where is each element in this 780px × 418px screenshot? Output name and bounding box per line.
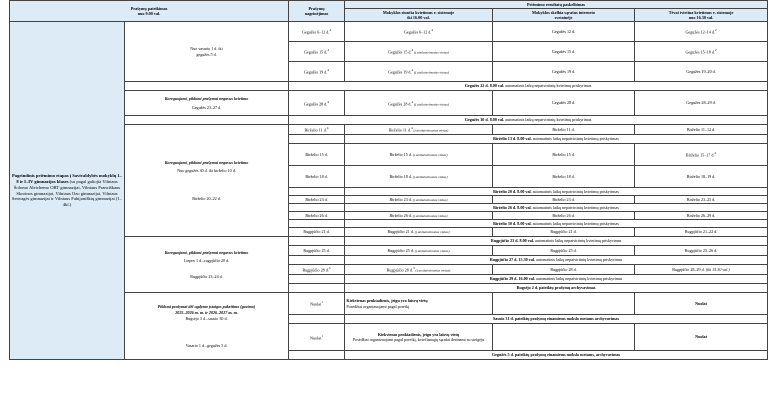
cell-text: Rugpjūčio 23 d. 8.00 val. — [490, 238, 534, 244]
cell-text: 2 — [714, 28, 717, 33]
cell-text: gegužės 5 d. — [196, 51, 217, 57]
cell-text: 4 — [410, 126, 413, 131]
table-cell — [289, 62, 345, 82]
table-cell — [289, 204, 345, 212]
table-cell — [345, 62, 493, 82]
table-cell — [289, 42, 345, 62]
cell-text: 4 — [327, 68, 330, 73]
table-cell — [289, 91, 345, 116]
table-cell — [345, 324, 493, 351]
table-cell — [125, 116, 289, 125]
cell-text: Rugpjūčio 21 d. — [387, 229, 414, 235]
table-cell: Birželio 26 d. — [289, 212, 345, 220]
table-cell: Gegužės 28 d. — [493, 91, 635, 116]
table-cell: Gegužės 28–29 d. — [635, 91, 768, 116]
cell-text: 4 — [411, 99, 414, 104]
table-cell: Birželio 23 d. — [289, 196, 345, 204]
cell-text: automatinis laikų nepatvirtintų kvietimų priskyrimas — [535, 257, 623, 263]
cell-text: (į atsilaisvinusias vietas) — [413, 50, 449, 55]
table-cell — [345, 265, 493, 275]
table-cell — [345, 135, 768, 144]
cell-text: Rugpjūčio 25 d. — [387, 247, 414, 253]
schedule-document — [9, 0, 767, 360]
cell-text: 3 — [412, 266, 415, 271]
cell-text: Rugpjūčio 28 d. — [386, 267, 413, 273]
table-cell — [345, 188, 768, 196]
period-year-round — [125, 293, 289, 360]
cell-text: Gegužės 15 d. — [388, 49, 412, 55]
table-cell — [345, 204, 768, 212]
cell-text: iki 16.00 val. — [407, 15, 430, 20]
cell-text: (į atsilaisvinusias vietas) — [412, 128, 449, 133]
cell-text: automatinis laikų nepatvirtintų kvietimų priskyrimas — [531, 136, 619, 142]
cell-text: Nuolat — [310, 335, 322, 341]
header-col-lists — [493, 9, 635, 22]
table-cell — [345, 22, 493, 42]
cell-text: Gegužės 6–12 d. — [301, 29, 330, 35]
table-cell — [493, 324, 635, 351]
table-cell — [345, 42, 493, 62]
table-cell — [345, 256, 768, 265]
cell-text: automatinis laikų nepatvirtintų kvietimų priskyrimas — [533, 238, 622, 244]
cell-text: 4 — [326, 126, 329, 131]
cell-text: Pildomi prašymai dėl ugdymo įstaigos pakeitimo (gavimo) — [157, 304, 256, 310]
cell-text: Birželio 23 d. — [389, 196, 412, 202]
table-cell: Rugpjūčio 25–26 d. — [635, 246, 768, 256]
cell-text: 4 — [327, 48, 330, 53]
cell-text: (į atsilaisvinusias vietas) — [414, 268, 451, 273]
table-cell: Rugpjūčio 21 d. — [493, 228, 635, 237]
table-cell: Gegužės 19–20 d. — [635, 62, 768, 82]
table-cell: Nuolat — [635, 293, 768, 315]
table-cell: Rugpjūčio 25 d. — [289, 246, 345, 256]
table-cell — [345, 228, 493, 237]
cell-text: Liepos 1 d.–rugpjūčio 20 d. — [183, 258, 230, 264]
table-cell: Birželio 15 d. — [289, 144, 345, 166]
cell-text: Nuolat — [310, 301, 322, 307]
table-cell: Birželio 23 d. — [493, 196, 635, 204]
header-col-confirm — [635, 9, 768, 22]
cell-text: Rugsėjo 3 d.–sausio 30 d. — [185, 315, 228, 321]
cell-text: 4 — [411, 68, 414, 73]
table-cell: Rugpjūčio 25 d. — [493, 246, 635, 256]
cell-text: Rugpjūčio 29 d. 16.00 val. — [489, 276, 535, 282]
table-cell — [289, 315, 345, 324]
cell-text: (į atsilaisvinusias vietas) — [413, 248, 450, 253]
cell-text: Koreguojami, pildomi prašymai negavus kvietimo — [164, 250, 249, 256]
table-cell — [289, 135, 345, 144]
cell-text: Gegužės 15 d. — [304, 49, 328, 55]
cell-text: 2025–2026 m. m. ir 2026–2027 m. m. — [175, 310, 238, 316]
stage-cell — [10, 22, 125, 360]
cell-text: automatinis laikų nepatvirtintų kvietimų priskyrimas — [531, 220, 619, 226]
table-cell — [345, 91, 493, 116]
header-review — [289, 1, 345, 22]
cell-text: Nuo vasario 1 d. iki — [190, 46, 223, 52]
cell-text: 4 — [327, 99, 330, 104]
cell-text: Nuo gegužės 30 d. iki birželio 10 d. — [177, 168, 236, 174]
cell-text: 1 — [321, 333, 323, 338]
table-cell: Birželio 15 d. — [493, 144, 635, 166]
cell-text: Birželio 20 d. 8.00 val. — [493, 188, 532, 194]
table-cell: Rugpjūčio 21 d. — [289, 228, 345, 237]
cell-text: (iki 15.30 val.) — [704, 266, 730, 272]
table-cell — [635, 265, 768, 275]
table-cell — [125, 82, 289, 91]
table-cell — [289, 265, 345, 275]
table-cell — [345, 220, 768, 228]
cell-text: 4 — [329, 28, 332, 33]
table-cell — [289, 188, 345, 196]
cell-text: Gegužės 22 d. 8.00 val. — [464, 83, 505, 89]
cell-text: Koreguojami, pildomi prašymai negavus kvietimo — [164, 160, 249, 166]
cell-text: Gegužės 28 d. — [388, 100, 412, 106]
cell-text: 2 — [714, 151, 717, 156]
table-cell — [125, 91, 289, 116]
cell-text: 2 — [714, 48, 717, 53]
header-col-invitations — [345, 9, 493, 22]
cell-text: 4 — [411, 48, 414, 53]
table-cell — [125, 237, 289, 293]
cell-text: Birželio 26 d. 8.00 val. — [493, 204, 532, 210]
table-cell — [345, 166, 493, 188]
table-cell — [289, 125, 345, 135]
table-cell: Rugpjūčio 21–22 d. — [635, 228, 768, 237]
cell-text: (į atsilaisvinusias vietas) — [413, 230, 450, 235]
table-cell: Birželio 11–12 d. — [635, 125, 768, 135]
schedule-table — [9, 0, 768, 360]
table-cell: Birželio 18 d. — [289, 166, 345, 188]
cell-text: nagrinėjimas — [304, 11, 329, 16]
cell-text: Birželio 20–22 d. — [192, 195, 221, 201]
table-cell: Birželio 18 d. — [493, 166, 635, 188]
cell-text: Kiekvienas penktadienis, jeigu yra laisvų vietų — [377, 331, 460, 337]
cell-text: Birželio 11 d. — [304, 127, 327, 133]
table-cell — [289, 275, 345, 284]
table-cell: Birželio 23–25 d. — [635, 196, 768, 204]
cell-text: Rugpjūčio 28 d. — [302, 267, 329, 273]
table-cell — [289, 220, 345, 228]
table-cell: Gegužės 15 d. — [493, 42, 635, 62]
cell-text: Birželio 13 d. 8.00 val. — [493, 136, 532, 142]
cell-text: automatinis laikų nepatvirtintų kvietimų priskyrimas — [504, 117, 592, 123]
cell-text: Gegužės 15–18 d. — [685, 49, 715, 55]
cell-text: Birželio 30 d. 8.00 val. — [493, 220, 532, 226]
cell-text: automatinis laikų nepatvirtintų kvietimų priskyrimas — [531, 204, 619, 210]
cell-text: Birželio 15 d. — [389, 151, 412, 157]
cell-text: 3 — [328, 266, 331, 271]
cell-text: Rugpjūčio 28–29 d. — [672, 266, 705, 272]
cell-text: Vasario 1 d.–gegužės 5 d. — [185, 342, 228, 348]
cell-text: Gegužės 23–27 d. — [191, 104, 222, 110]
cell-text: Gegužės 30 d. 8.00 val. — [464, 117, 505, 123]
table-cell — [289, 324, 345, 351]
cell-text: automatinis laikų nepatvirtintų kvietimų priskyrimas — [531, 188, 619, 194]
cell-text: (į atsilaisvinusias vietas) — [413, 101, 449, 106]
cell-text: Gegužės 6–12 d. — [403, 29, 432, 35]
table-cell: Gegužės 12 d. — [493, 22, 635, 42]
cell-text: Birželio 18 d. — [389, 173, 412, 179]
stage-name: Pagrindinis priėmimo etapas į Savivaldybės mokyklų 1–8 ir I–IV gimnazijos klases — [11, 173, 122, 185]
cell-text: Kiekvienas penktadienis, jeigu yra laisvų vietų — [346, 298, 428, 304]
table-cell: Rugsėjo 2 d. pateiktų prašymų archyvavimas — [345, 284, 768, 293]
cell-text: (į atsilaisvinusias vietas) — [411, 213, 448, 218]
cell-text: Posėdžiai organizuojami pagal poreikį — [346, 303, 410, 309]
table-cell: Gegužės 5 d. pateiktų prašymų einamiems mokslo metams, archyvavimas — [345, 351, 768, 360]
cell-text: Rugpjūčio 27 d. 15.30 val. — [489, 257, 535, 263]
period-initial — [125, 22, 289, 82]
table-cell — [345, 246, 493, 256]
cell-text: Birželio 15–17 d. — [685, 152, 715, 158]
table-cell — [345, 275, 768, 284]
cell-text: svetainėje — [554, 15, 573, 20]
cell-text: Prašymų pateikimas — [130, 5, 168, 11]
cell-text: Tėvai tvirtina kvietimus e. sistemoje — [668, 9, 734, 15]
table-cell — [635, 22, 768, 42]
cell-text: 4 — [431, 28, 434, 33]
table-cell — [289, 237, 345, 246]
cell-text: Gegužės 12–14 d. — [685, 29, 715, 35]
cell-text: Gegužės 19 d. — [388, 69, 412, 75]
cell-text: Prašymų — [308, 5, 325, 11]
header-row-1 — [10, 1, 768, 9]
table-cell — [289, 293, 345, 315]
table-row — [10, 22, 768, 42]
cell-text: nuo 9.00 val. — [137, 11, 161, 16]
table-cell — [289, 351, 345, 360]
table-cell: Rugpjūčio 28 d. — [493, 265, 635, 275]
table-cell: Birželio 11 d. — [493, 125, 635, 135]
table-cell — [289, 284, 345, 293]
cell-text: nuo 16.30 val. — [688, 15, 714, 20]
table-cell: Birželio 18–19 d. — [635, 166, 768, 188]
table-cell: Birželio 26–29 d. — [635, 212, 768, 220]
table-cell — [289, 116, 768, 125]
cell-text: Mokyklos siunčia kvietimus e. sistemoje — [382, 9, 455, 15]
table-cell — [345, 293, 493, 315]
cell-text: (į atsilaisvinusias vietas) — [413, 70, 449, 75]
stage-detail: (su pagal galiojia Vilniaus Šolomo Aleichemo ORT gimnazijai, Vilniaus Pranciškaus Skorinos gimnazijai, Vilniaus Ozo gimnazijai, Vilniaus Senvagės gimnazijai ir Vilniaus Fabijoniškių gimnazijai (1–4kl.) — [11, 179, 123, 207]
cell-text: Koreguojami, pildomi prašymai negavus kvietimo — [164, 96, 249, 102]
table-cell: Birželio 26 d. — [493, 212, 635, 220]
table-cell — [289, 82, 768, 91]
table-cell — [345, 212, 493, 220]
table-cell — [635, 144, 768, 166]
cell-text: Posėdžiai organizuojami pagal poreikį, kviečiamųjų sąrašai derinami su steigėju — [352, 337, 485, 342]
table-cell — [345, 144, 493, 166]
header-results: Priėmimo rezultatų paskelbimas — [345, 1, 768, 9]
cell-text: automatinis laikų nepatvirtintų kvietimų priskyrimas — [504, 83, 592, 89]
table-cell — [635, 42, 768, 62]
table-cell — [345, 196, 493, 204]
table-cell — [289, 256, 345, 265]
cell-text: (į atsilaisvinusias vietas) — [411, 152, 448, 157]
table-cell — [345, 125, 493, 135]
cell-text: Gegužės 19 d. — [304, 69, 328, 75]
cell-text: (į atsilaisvinusias vietas) — [411, 197, 448, 202]
table-cell: Sausio 31 d. pateiktų prašymų einamiems mokslo metams archyvavimas — [345, 315, 768, 324]
period-correction-june — [125, 125, 289, 237]
cell-text: automatinis laikų nepatvirtintų kvietimų priskyrimas — [535, 276, 623, 282]
header-submission — [10, 1, 289, 22]
cell-text: Gegužės 28 d. — [304, 101, 328, 107]
cell-text: Mokyklos skelbia sąrašus interneto — [532, 9, 595, 15]
cell-text: Birželio 11 d. — [388, 127, 411, 133]
table-cell: Gegužės 19 d. — [493, 62, 635, 82]
table-cell — [493, 293, 635, 315]
cell-text: 1 — [321, 300, 323, 305]
table-cell: Nuolat — [635, 324, 768, 351]
cell-text: Rugpjūčio 23–24 d. — [190, 273, 223, 279]
table-cell — [345, 237, 768, 246]
table-cell — [289, 22, 345, 42]
cell-text: (į atsilaisvinusias vietas) — [411, 174, 448, 179]
cell-text: Birželio 26 d. — [389, 212, 412, 218]
